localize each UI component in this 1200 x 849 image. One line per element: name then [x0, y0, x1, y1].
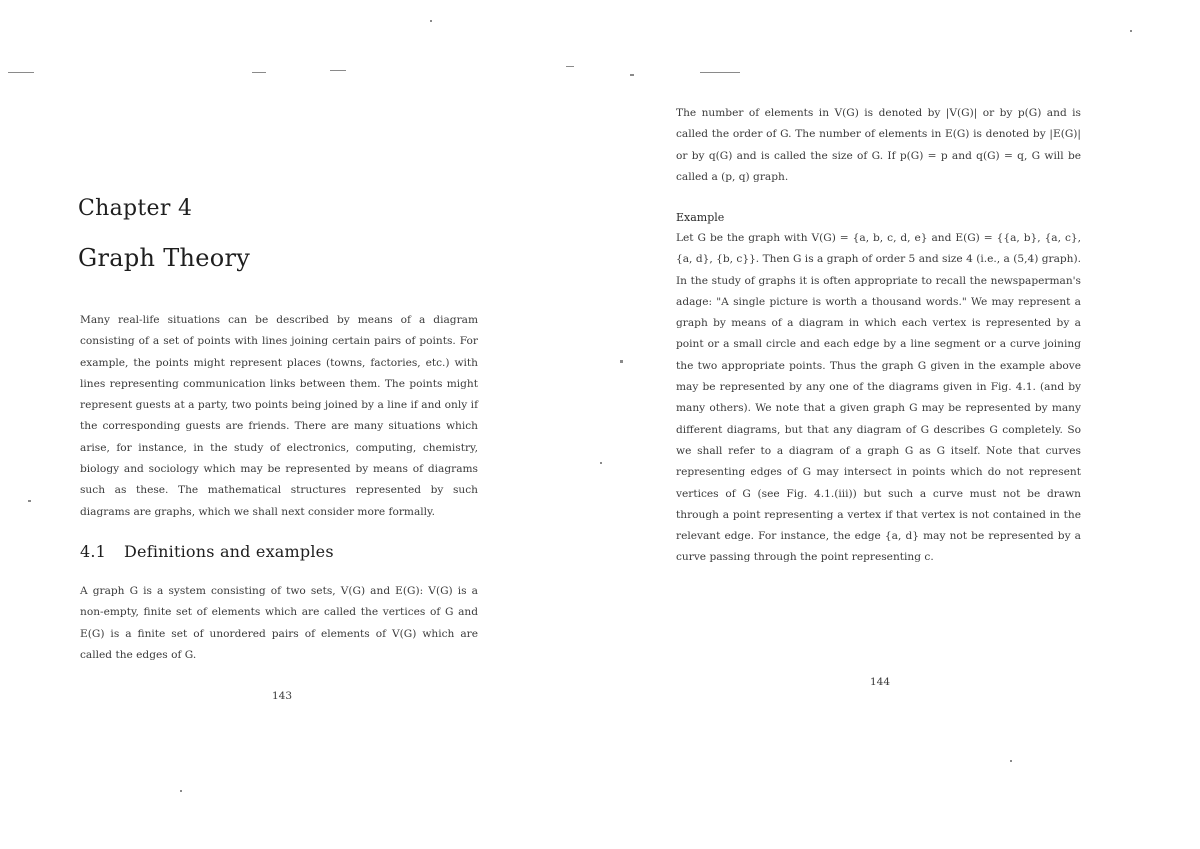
scan-speck — [620, 360, 623, 363]
intro-paragraph: Many real-life situations can be described by means of a diagram consisting of a set of points with lines joining certain pairs of points. For example, the points might represent places (towns, factories, etc.) with lines representing communication links between them. The points might represent guests at a party, two points being joined by a line if and only if the corresponding guests are friends. There are many situations which arise, for instance, in the study of electronics, computing, chemistry, biology and sociology which may be represented by means of diagrams such as these. The mathematical structures represented by such diagrams are graphs, which we shall next consider more formally. — [80, 314, 478, 518]
definition-paragraph: A graph G is a system consisting of two sets, V(G) and E(G): V(G) is a non-empty, finite set of elements which are called the vertices of G and E(G) is a finite set of unordered pairs of elements of V(G) which are called the edges of G. — [80, 585, 478, 661]
page-number-left: 143 — [272, 690, 293, 702]
scan-speck — [330, 70, 346, 71]
scan-speck — [8, 72, 34, 73]
scan-speck — [180, 790, 182, 792]
right-page — [600, 0, 1200, 849]
scan-speck — [430, 20, 432, 22]
chapter-label: Chapter 4 — [78, 196, 193, 221]
scan-speck — [700, 72, 740, 73]
example-paragraph: Let G be the graph with V(G) = {a, b, c, d, e} and E(G) = {{a, b}, {a, c}, {a, d}, {b, c}}. Then G is a graph of order 5 and size 4 (i.e., a (5,4) graph). In the study of graphs it is often appropriate to recall the newspaperman's adage: "A single picture is worth a thousand words." We may represent a graph by means of a diagram in which each vertex is represented by a point or a small circle and each edge by a line segment or a curve joining the two appropriate points. Thus the graph G given in the example above may be represented by any one of the diagrams given in Fig. 4.1. (and by many others). We note that a given graph G may be represented by many different diagrams, but that any diagram of G describes G completely. So we shall refer to a diagram of a graph G as G itself. Note that curves representing edges of G may intersect in points which do not represent vertices of G (see Fig. 4.1.(iii)) but such a curve must not be drawn through a point representing a vertex if that vertex is not contained in the relevant edge. For instance, the edge {a, d} may not be represented by a curve passing through the point representing c. — [676, 232, 1081, 564]
scan-speck — [252, 72, 266, 73]
order-paragraph: The number of elements in V(G) is denoted by |V(G)| or by p(G) and is called the order of G. The number of elements in E(G) is denoted by |E(G)| or by q(G) and is called the size of G. If p(G) = p and q(G) = q, G will be called a (p, q) graph. — [676, 107, 1081, 183]
page-number-right: 144 — [870, 676, 891, 688]
section-title: Definitions and examples — [124, 542, 334, 561]
scan-speck — [1010, 760, 1012, 762]
section-number: 4.1 — [80, 542, 107, 561]
scan-speck — [1130, 30, 1132, 32]
scan-speck — [566, 66, 574, 67]
scan-speck — [28, 500, 31, 502]
example-label: Example — [676, 211, 725, 224]
scan-speck — [600, 462, 602, 464]
chapter-title: Graph Theory — [78, 244, 251, 272]
section-heading — [80, 542, 334, 561]
scan-speck — [630, 74, 634, 76]
